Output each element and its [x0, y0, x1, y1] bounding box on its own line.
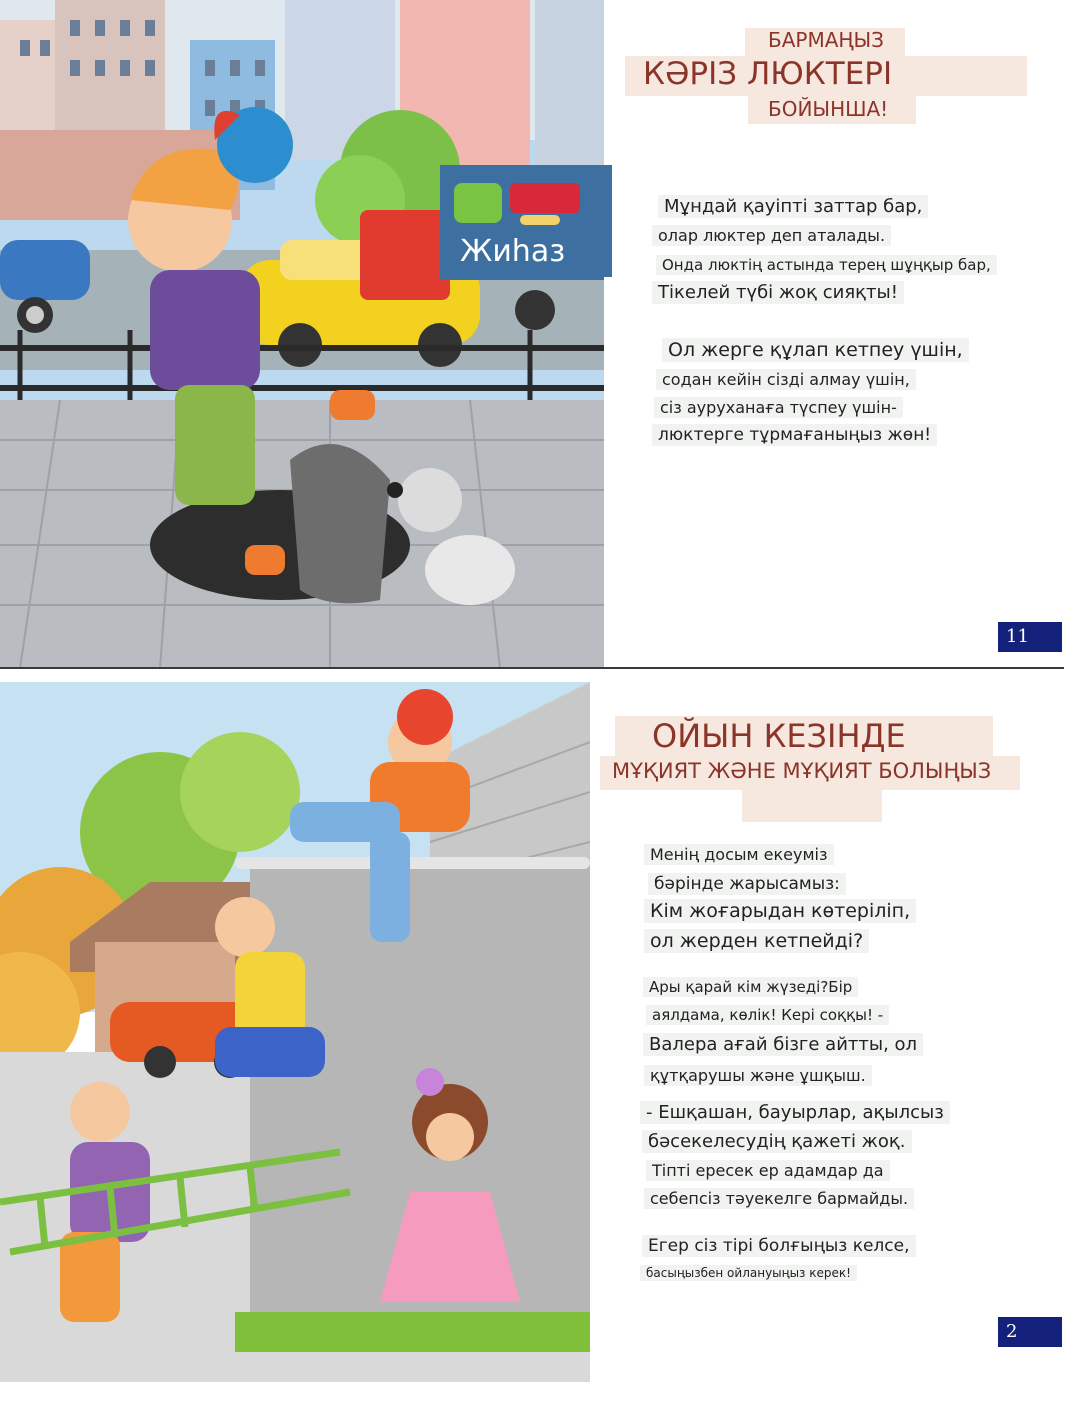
page-number: 2 [998, 1317, 1062, 1347]
climbing-illustration [0, 682, 590, 1382]
page-11 [0, 0, 1080, 668]
verse-line: аялдама, көлік! Кері соққы! - [646, 1005, 889, 1025]
sign-label: Жиhаз [460, 234, 566, 269]
page-number: 11 [998, 622, 1062, 652]
title-line-3: БОЙЫНША! [768, 97, 889, 121]
verse-line: себепсіз тәуекелге бармайды. [644, 1188, 914, 1209]
verse-line: люктерге тұрмағаныңыз жөн! [652, 424, 937, 446]
page-title: ОЙЫН КЕЗІНДЕ [652, 717, 906, 755]
verse-line: Менің досым екеуміз [644, 844, 834, 865]
sofa-icon [510, 183, 580, 213]
verse-line: Егер сіз тірі болғыңыз келсе, [642, 1235, 916, 1257]
page-2 [0, 672, 1080, 1401]
verse-line: құтқарушы және ұшқыш. [644, 1065, 872, 1086]
verse-line: Тіпті ересек ер адамдар да [646, 1160, 890, 1181]
verse-line: содан кейін сізді алмау үшін, [656, 369, 916, 390]
verse-line: сіз ауруханаға түспеу үшін- [654, 397, 903, 418]
page-divider [0, 667, 1064, 669]
verse-line: басыңызбен ойлануыңыз керек! [640, 1265, 857, 1281]
verse-line: бәсекелесудің қажеті жоқ. [642, 1130, 912, 1153]
verse-line: Валера ағай бізге айтты, ол [643, 1033, 923, 1056]
verse-line: Тікелей түбі жоқ сияқты! [652, 281, 904, 304]
page-title: КӘРІЗ ЛЮКТЕРІ [643, 56, 893, 92]
verse-line: - Ешқашан, бауырлар, ақылсыз [640, 1101, 950, 1124]
manhole-illustration [0, 0, 604, 668]
table-icon [520, 215, 560, 225]
title-highlight [742, 790, 882, 822]
verse-line: ол жерден кетпейді? [644, 929, 869, 953]
title-line-2: МҰҚИЯТ ЖӘНЕ МҰҚИЯТ БОЛЫҢЫЗ [612, 759, 992, 783]
verse-line: Мұндай қауіпті заттар бар, [658, 195, 928, 218]
verse-line: олар люктер деп аталады. [652, 225, 891, 246]
verse-line: Онда люктің астында терең шұңқыр бар, [656, 255, 997, 275]
verse-line: Ары қарай кім жүзеді?Бір [643, 977, 858, 997]
furniture-icon [454, 183, 502, 223]
title-line-1: БАРМАҢЫЗ [768, 28, 884, 52]
verse-line: Ол жерге құлап кетпеу үшін, [662, 338, 969, 362]
verse-line: бәрінде жарысамыз: [648, 873, 846, 895]
verse-line: Кім жоғарыдан көтеріліп, [644, 899, 916, 923]
